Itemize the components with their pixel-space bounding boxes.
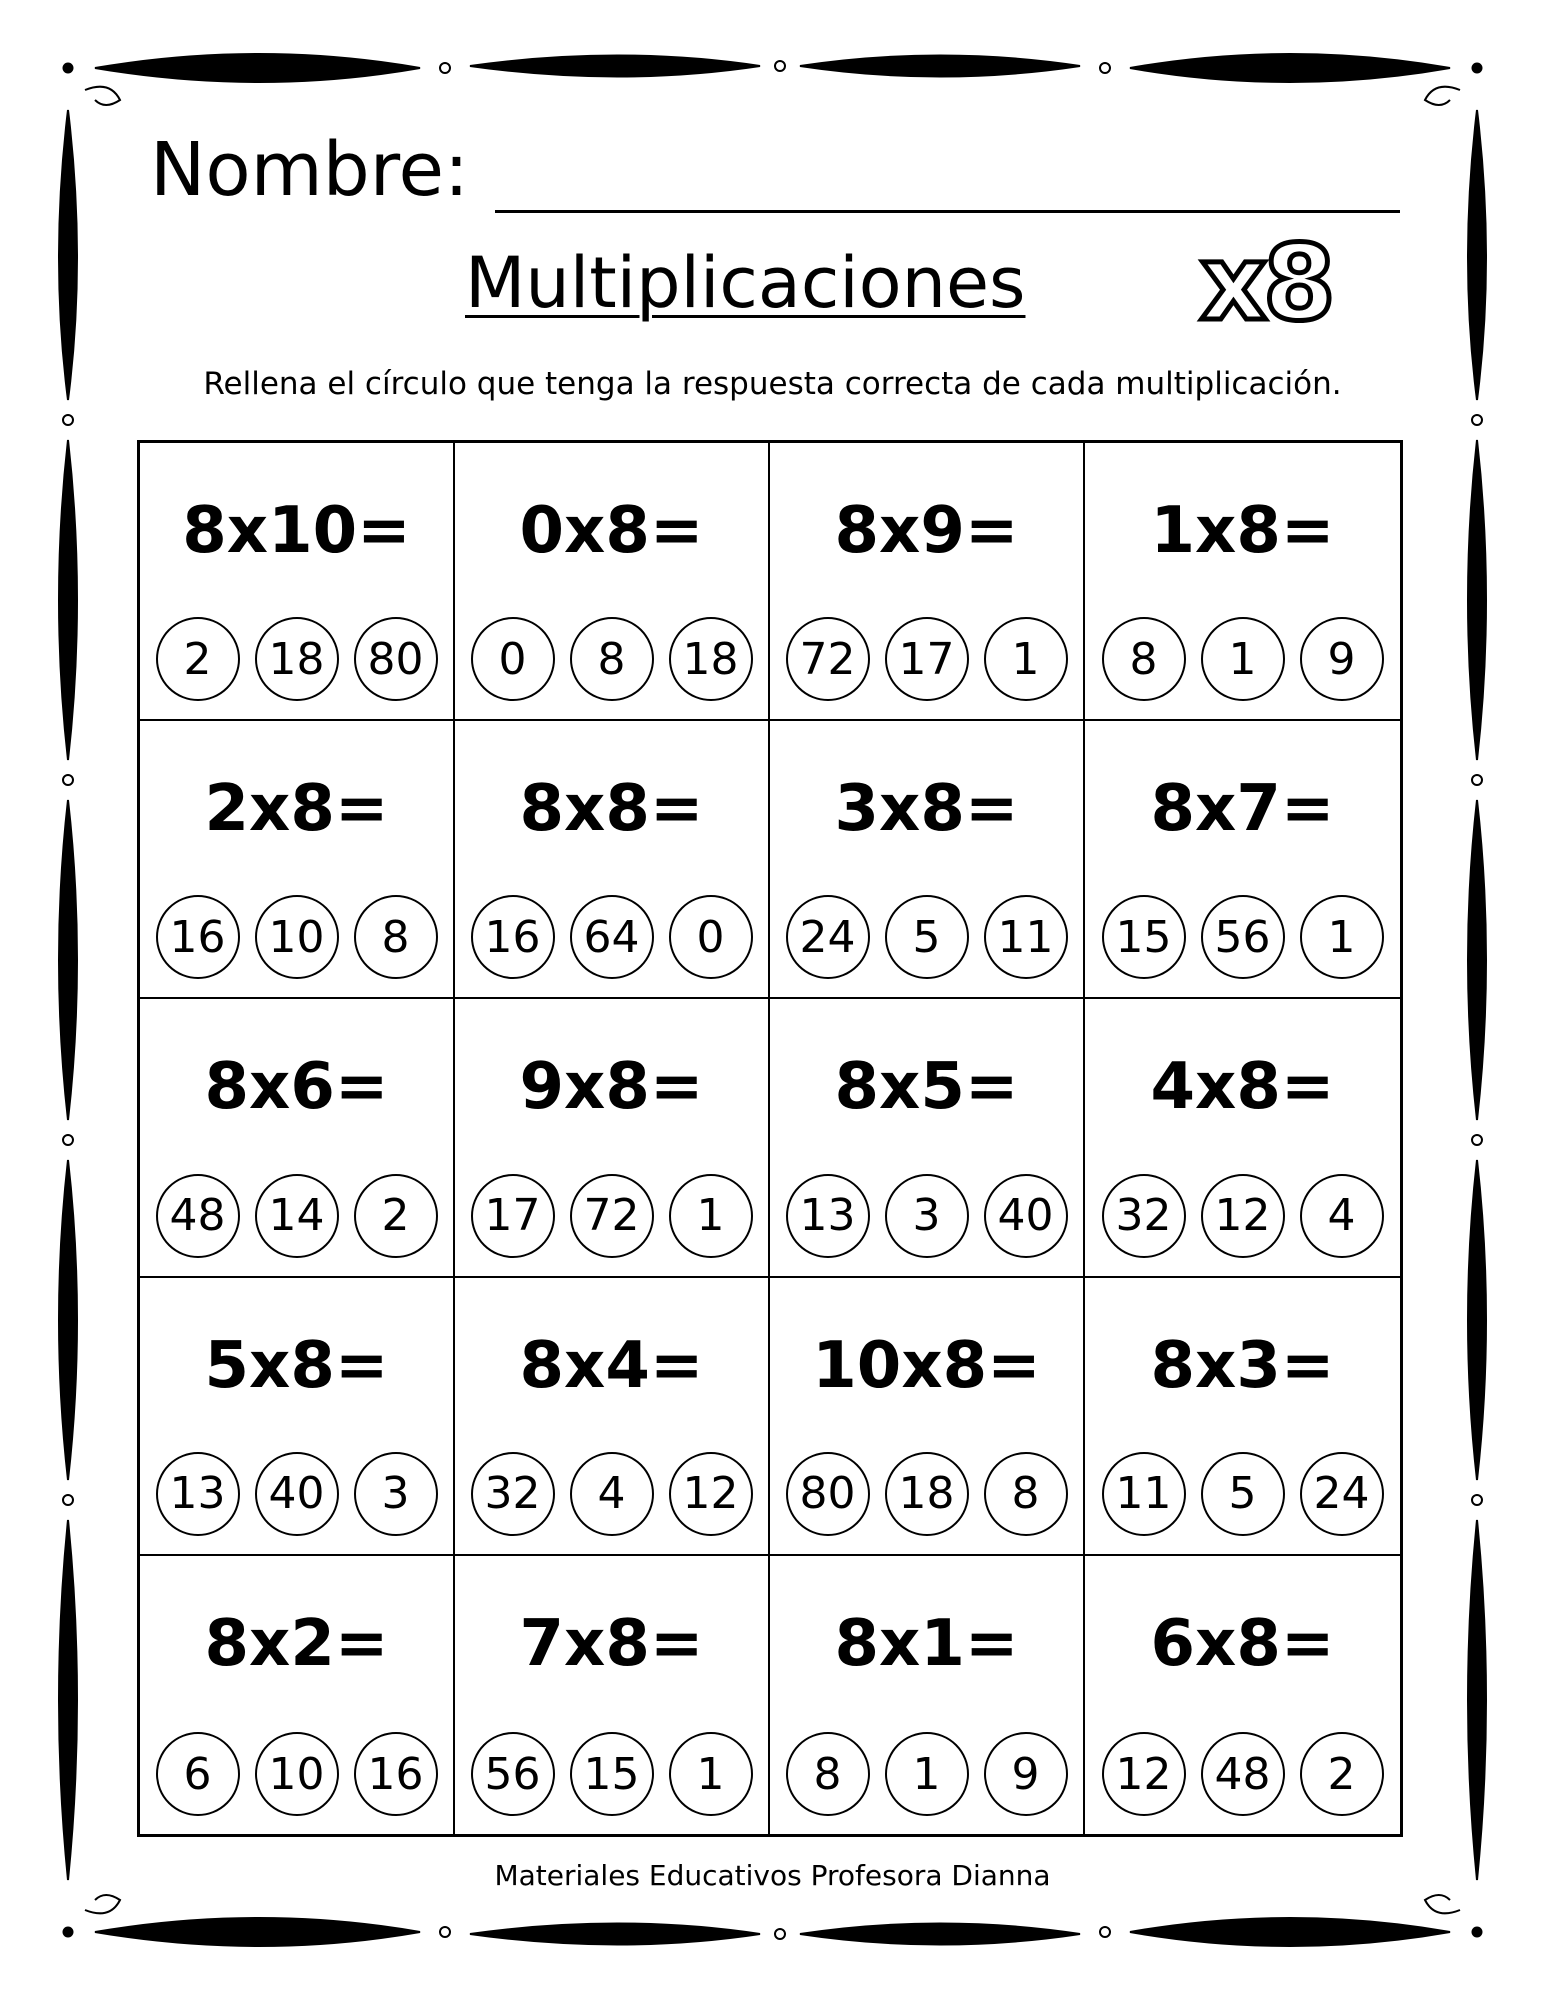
- answer-options: [140, 617, 453, 701]
- problem-cell: [455, 1278, 770, 1556]
- answer-options: [140, 1174, 453, 1258]
- answer-circle[interactable]: 8: [984, 1452, 1068, 1536]
- answer-options: [770, 1452, 1083, 1536]
- answer-circle[interactable]: 48: [156, 1174, 240, 1258]
- problem-cell: [455, 721, 770, 999]
- problem-equation: 8x1=: [834, 1606, 1019, 1681]
- problem-equation: 8x3=: [1150, 1328, 1335, 1403]
- problem-cell: [1085, 443, 1400, 721]
- answer-circle[interactable]: 72: [570, 1174, 654, 1258]
- answer-circle[interactable]: 9: [984, 1732, 1068, 1816]
- answer-options: [770, 617, 1083, 701]
- problem-equation: 7x8=: [519, 1606, 704, 1681]
- problem-equation: 10x8=: [812, 1328, 1041, 1403]
- answer-circle[interactable]: 1: [1300, 895, 1384, 979]
- answer-circle[interactable]: 18: [885, 1452, 969, 1536]
- answer-circle[interactable]: 3: [885, 1174, 969, 1258]
- problem-cell: [455, 443, 770, 721]
- problem-equation: 8x9=: [834, 494, 1019, 568]
- problem-cell: [770, 721, 1085, 999]
- answer-circle[interactable]: 6: [156, 1732, 240, 1816]
- answer-circle[interactable]: 32: [471, 1452, 555, 1536]
- problem-equation: 8x4=: [519, 1328, 704, 1403]
- name-row: [150, 120, 1400, 220]
- answer-circle[interactable]: 14: [255, 1174, 339, 1258]
- answer-circle[interactable]: 12: [669, 1452, 753, 1536]
- answer-circle[interactable]: 8: [1102, 617, 1186, 701]
- answer-circle[interactable]: 5: [885, 895, 969, 979]
- answer-options: [1085, 1174, 1400, 1258]
- answer-circle[interactable]: 72: [786, 617, 870, 701]
- answer-circle[interactable]: 2: [156, 617, 240, 701]
- problem-cell: [1085, 999, 1400, 1277]
- answer-circle[interactable]: 17: [885, 617, 969, 701]
- answer-options: [1085, 1452, 1400, 1536]
- answer-circle[interactable]: 64: [570, 895, 654, 979]
- answer-options: [140, 895, 453, 979]
- answer-options: [455, 1174, 768, 1258]
- answer-circle[interactable]: 40: [984, 1174, 1068, 1258]
- problem-equation: 8x8=: [519, 772, 704, 847]
- answer-options: [140, 1732, 453, 1816]
- answer-circle[interactable]: 15: [1102, 895, 1186, 979]
- problem-equation: 5x8=: [204, 1328, 389, 1403]
- answer-options: [455, 1732, 768, 1816]
- answer-options: [770, 1732, 1083, 1816]
- answer-circle[interactable]: 48: [1201, 1732, 1285, 1816]
- answer-circle[interactable]: 80: [354, 617, 438, 701]
- answer-circle[interactable]: 10: [255, 1732, 339, 1816]
- answer-options: [1085, 617, 1400, 701]
- problem-cell: [770, 443, 1085, 721]
- problem-cell: [770, 1556, 1085, 1834]
- answer-circle[interactable]: 24: [1300, 1452, 1384, 1536]
- answer-circle[interactable]: 1: [669, 1174, 753, 1258]
- answer-circle[interactable]: 15: [570, 1732, 654, 1816]
- answer-circle[interactable]: 56: [471, 1732, 555, 1816]
- problem-cell: [455, 999, 770, 1277]
- problem-cell: [140, 721, 455, 999]
- problem-grid: [137, 440, 1403, 1837]
- answer-circle[interactable]: 9: [1300, 617, 1384, 701]
- problem-equation: 1x8=: [1150, 494, 1335, 568]
- problem-equation: 8x6=: [204, 1050, 389, 1125]
- answer-circle[interactable]: 13: [786, 1174, 870, 1258]
- footer-credit: Materiales Educativos Profesora Dianna: [494, 1859, 1051, 1892]
- answer-circle[interactable]: 16: [156, 895, 240, 979]
- problem-equation: 8x2=: [204, 1606, 389, 1681]
- answer-circle[interactable]: 1: [669, 1732, 753, 1816]
- answer-circle[interactable]: 12: [1102, 1732, 1186, 1816]
- problem-cell: [140, 1278, 455, 1556]
- problem-cell: [1085, 721, 1400, 999]
- answer-circle[interactable]: 16: [354, 1732, 438, 1816]
- problem-cell: [455, 1556, 770, 1834]
- problem-cell: [1085, 1556, 1400, 1834]
- problem-equation: 0x8=: [519, 494, 704, 568]
- answer-circle[interactable]: 1: [984, 617, 1068, 701]
- answer-options: [1085, 895, 1400, 979]
- answer-options: [1085, 1732, 1400, 1816]
- times-table-badge: x8: [1200, 222, 1332, 344]
- answer-circle[interactable]: 8: [786, 1732, 870, 1816]
- name-label: Nombre:: [150, 127, 469, 213]
- problem-equation: 8x7=: [1150, 772, 1335, 847]
- answer-circle[interactable]: 56: [1201, 895, 1285, 979]
- problem-cell: [770, 1278, 1085, 1556]
- name-field[interactable]: [495, 210, 1400, 213]
- answer-circle[interactable]: 2: [354, 1174, 438, 1258]
- answer-circle[interactable]: 16: [471, 895, 555, 979]
- answer-circle[interactable]: 2: [1300, 1732, 1384, 1816]
- problem-equation: 2x8=: [204, 772, 389, 847]
- problem-equation: 4x8=: [1150, 1050, 1335, 1125]
- answer-circle[interactable]: 8: [570, 617, 654, 701]
- answer-circle[interactable]: 32: [1102, 1174, 1186, 1258]
- answer-circle[interactable]: 13: [156, 1452, 240, 1536]
- problem-cell: [140, 999, 455, 1277]
- answer-circle[interactable]: 12: [1201, 1174, 1285, 1258]
- answer-circle[interactable]: 40: [255, 1452, 339, 1536]
- answer-circle[interactable]: 17: [471, 1174, 555, 1258]
- answer-circle[interactable]: 0: [471, 617, 555, 701]
- problem-cell: [770, 999, 1085, 1277]
- instructions: Rellena el círculo que tenga la respuesta correcta de cada multiplicación.: [203, 366, 1342, 402]
- problem-equation: 9x8=: [519, 1050, 704, 1125]
- answer-circle[interactable]: 3: [354, 1452, 438, 1536]
- answer-circle[interactable]: 18: [255, 617, 339, 701]
- page-title: Multiplicaciones: [465, 242, 1026, 324]
- answer-circle[interactable]: 24: [786, 895, 870, 979]
- problem-cell: [140, 443, 455, 721]
- answer-circle[interactable]: 1: [1201, 617, 1285, 701]
- answer-options: [770, 1174, 1083, 1258]
- answer-options: [455, 895, 768, 979]
- answer-options: [770, 895, 1083, 979]
- answer-circle[interactable]: 4: [570, 1452, 654, 1536]
- answer-options: [455, 1452, 768, 1536]
- problem-equation: 8x5=: [834, 1050, 1019, 1125]
- answer-circle[interactable]: 0: [669, 895, 753, 979]
- problem-equation: 6x8=: [1150, 1606, 1335, 1681]
- problem-cell: [1085, 1278, 1400, 1556]
- answer-circle[interactable]: 5: [1201, 1452, 1285, 1536]
- answer-circle[interactable]: 18: [669, 617, 753, 701]
- problem-equation: 3x8=: [834, 772, 1019, 847]
- answer-circle[interactable]: 80: [786, 1452, 870, 1536]
- answer-circle[interactable]: 1: [885, 1732, 969, 1816]
- problem-equation: 8x10=: [182, 494, 411, 568]
- answer-options: [140, 1452, 453, 1536]
- answer-circle[interactable]: 11: [1102, 1452, 1186, 1536]
- answer-circle[interactable]: 4: [1300, 1174, 1384, 1258]
- answer-circle[interactable]: 10: [255, 895, 339, 979]
- answer-options: [455, 617, 768, 701]
- answer-circle[interactable]: 11: [984, 895, 1068, 979]
- problem-cell: [140, 1556, 455, 1834]
- answer-circle[interactable]: 8: [354, 895, 438, 979]
